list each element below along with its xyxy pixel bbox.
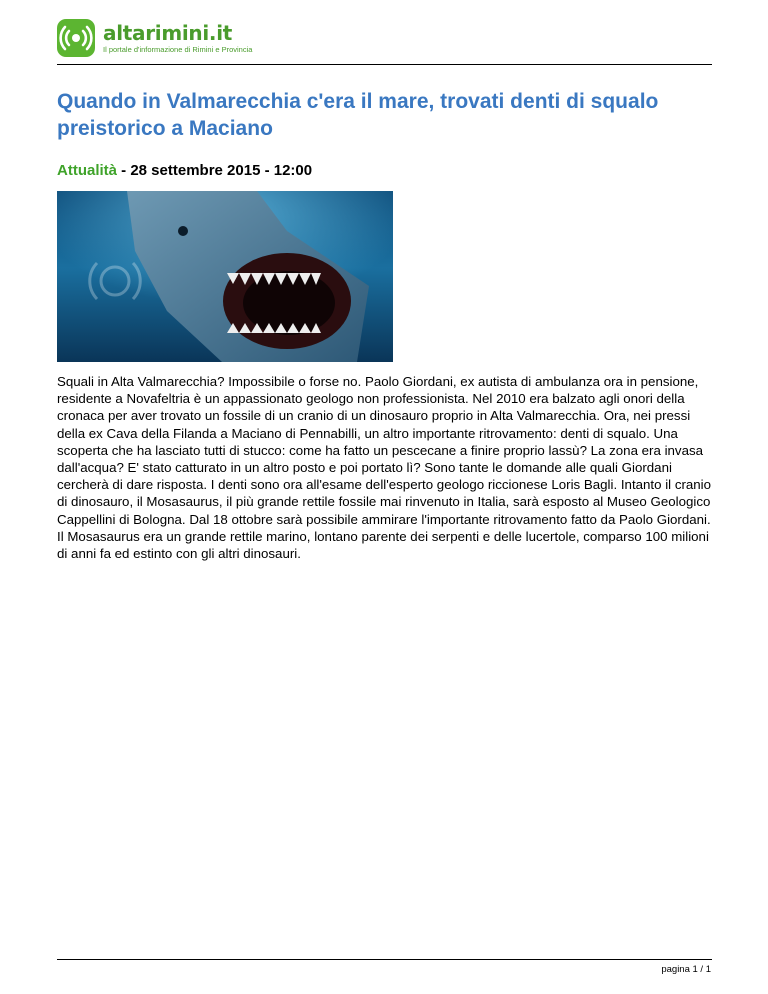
header-divider — [57, 64, 712, 65]
broadcast-icon — [57, 19, 95, 57]
article-date: - 28 settembre 2015 - 12:00 — [117, 162, 313, 179]
footer-divider — [57, 959, 712, 960]
shark-photo — [57, 191, 393, 362]
article-image — [57, 191, 393, 362]
site-brand: altarimini.it — [103, 21, 233, 45]
site-tagline: Il portale d'informazione di Rimini e Provincia — [103, 45, 253, 54]
site-header — [57, 16, 307, 60]
article-meta — [57, 162, 312, 180]
article-body: Squali in Alta Valmarecchia? Impossibile o forse no. Paolo Giordani, ex autista di ambulanza ora in pensione, residente a Novafeltria è un appassionato geologo non professionista. Nel 2010 era balzato agli onori della cronaca per aver trovato un fossile di un cranio di un dinosauro proprio in Alta Valmarecchia. Ora, nei pressi della ex Cava della Filanda a Maciano di Pennabilli, un altro importante ritrovamento: denti di squalo. Una scoperta che ha lasciato tutti di stucco: come ha fatto un pescecane a finire proprio lassù? La zona era invasa dall'acqua? E' stato catturato in un altro posto e poi portato lì? Sono tante le domande alle quali Giordani cercherà di dare risposta. I denti sono ora all'esame dell'esperto geologo riccionese Loris Bagli. Intanto il cranio di dinosauro, il Mosasaurus, il più grande rettile fossile mai rinvenuto in Italia, sarà esposto al Museo Geologico Cappellini di Bologna. Dal 18 ottobre sarà possibile ammirare l'importante ritrovamento fatto da Paolo Giordani. Il Mosasaurus era un grande rettile marino, lontano parente dei serpenti e delle lucertole, comparso 100 milioni di anni fa ed estinto con gli altri dinosauri. — [57, 374, 712, 562]
site-logo — [103, 22, 252, 54]
article-title: Quando in Valmarecchia c'era il mare, trovati denti di squalo preistorico a Maciano — [57, 90, 659, 140]
article-category: Attualità — [57, 162, 117, 179]
page-number: pagina 1 / 1 — [661, 964, 711, 975]
